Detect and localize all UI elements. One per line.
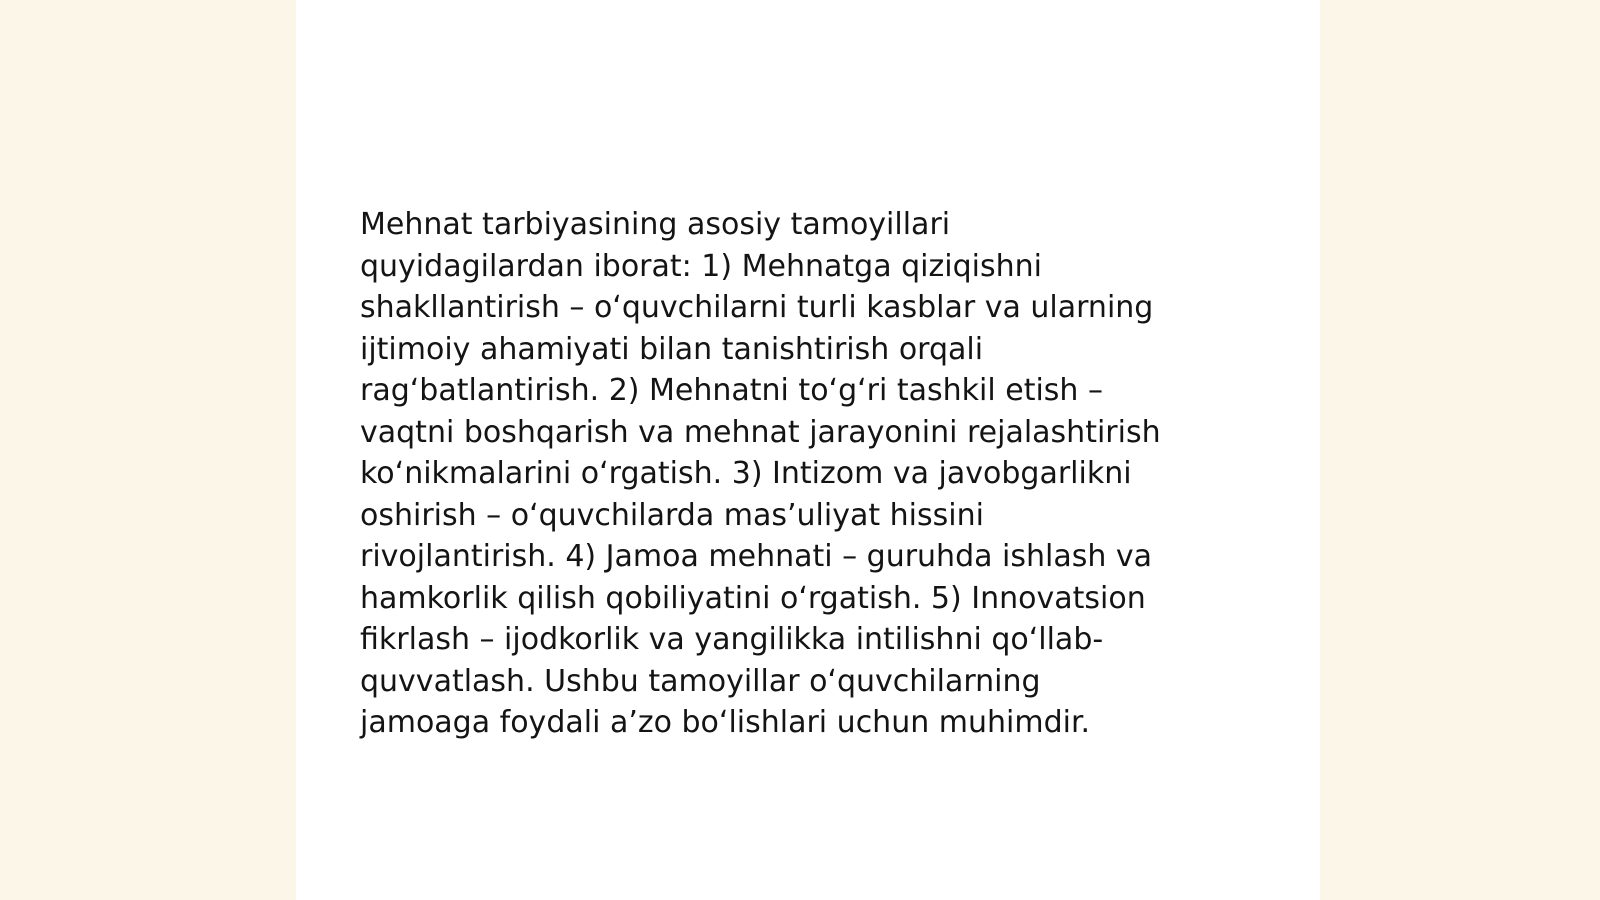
slide <box>296 0 1320 900</box>
slide-body-text: Mehnat tarbiyasining asosiy tamoyillari quyidagilardan iborat: 1) Mehnatga qiziqishni shakllantirish – o‘quvchilarni turli kasblar va ularning ijtimoiy ahamiyati bilan tanishtirish orqali rag‘batlantirish. 2) Mehnatni to‘g‘ri tashkil etish – vaqtni boshqarish va mehnat jarayonini rejalashtirish ko‘nikmalarini o‘rgatish. 3) Intizom va javobgarlikni oshirish – o‘quvchilarda mas’uliyat hissini rivojlantirish. 4) Jamoa mehnati – guruhda ishlash va hamkorlik qilish qobiliyatini o‘rgatish. 5) Innovatsion fikrlash – ijodkorlik va yangilikka intilishni qo‘llab- quvvatlash. Ushbu tamoyillar o‘quvchilarning jamoaga foydali a’zo bo‘lishlari uchun muhimdir. <box>360 207 1161 740</box>
